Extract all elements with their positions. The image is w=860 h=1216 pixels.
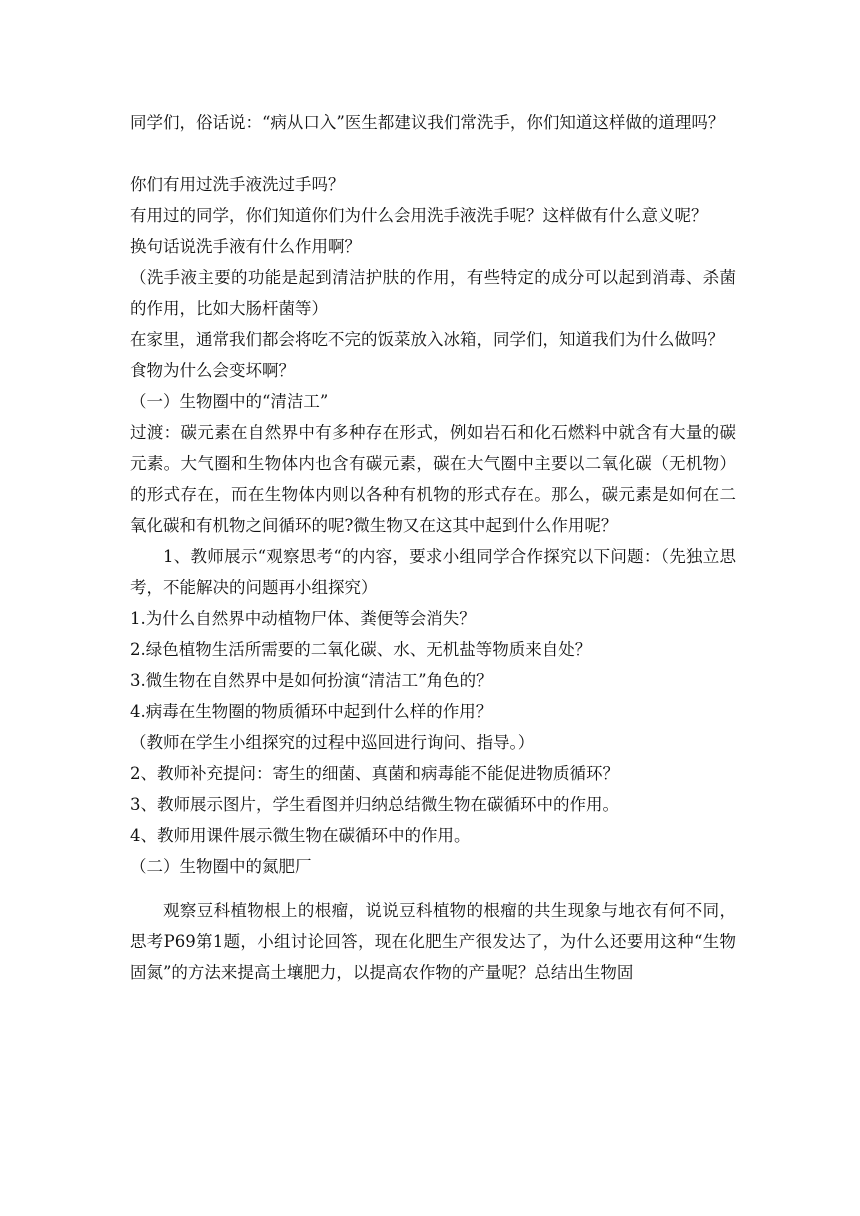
paragraph-root-nodules: 观察豆科植物根上的根瘤，说说豆科植物的根瘤的共生现象与地衣有何不同，思考P69第1题，小组讨论回答，现在化肥生产很发达了，为什么还要用这种“生物固氮”的方法来提高土壤肥力，以提高农作物的产量呢？总结出生物固 — [130, 901, 736, 982]
paragraph-sanitizer-meaning: 有用过的同学，你们知道你们为什么会用洗手液洗手呢？这样做有什么意义呢？ — [130, 206, 708, 225]
paragraph-hand-sanitizer-question: 你们有用过洗手液洗过手吗？ — [130, 175, 345, 194]
list-item-question-4: 4.病毒在生物圈的物质循环中起到什么样的作用？ — [130, 702, 493, 721]
paragraph-teacher-images: 3、教师展示图片，学生看图并归纳总结微生物在碳循环中的作用。 — [130, 795, 619, 814]
paragraph-teacher-display: 1、教师展示“观察思考“的内容，要求小组同学合作探究以下问题：（先独立思考，不能解决的问题再小组探究） — [130, 547, 736, 597]
paragraph-sanitizer-answer: （洗手液主要的功能是起到清洁护肤的作用，有些特定的成分可以起到消毒、杀菌的作用，比如大肠杆菌等） — [130, 268, 736, 318]
paragraph-carbon-transition: 过渡：碳元素在自然界中有多种存在形式，例如岩石和化石燃料中就含有大量的碳元素。大气圈和生物体内也含有碳元素，碳在大气圈中主要以二氧化碳（无机物）的形式存在，而在生物体内则以各种有机物的形式存在。那么，碳元素是如何在二氧化碳和有机物之间循环的呢?微生物又在这其中起到什么作用呢？ — [130, 423, 736, 535]
list-item-question-3: 3.微生物在自然界中是如何扮演“清洁工”角色的？ — [130, 671, 493, 690]
paragraph-food-spoil-question: 食物为什么会变坏啊？ — [130, 361, 295, 380]
paragraph-teacher-courseware: 4、教师用课件展示微生物在碳循环中的作用。 — [130, 826, 471, 845]
section-heading-cleaner: （一）生物圈中的“清洁工” — [130, 392, 329, 411]
paragraph-fridge-question: 在家里，通常我们都会将吃不完的饭菜放入冰箱，同学们，知道我们为什么做吗？ — [130, 330, 724, 349]
paragraph-sanitizer-function: 换句话说洗手液有什么作用啊？ — [130, 237, 361, 256]
document-body — [130, 107, 736, 988]
paragraph-intro-question: 同学们，俗话说：“病从口入”医生都建议我们常洗手，你们知道这样做的道理吗？ — [130, 113, 725, 132]
paragraph-teacher-guidance: （教师在学生小组探究的过程中巡回进行询问、指导。） — [130, 733, 535, 752]
list-item-question-1: 1.为什么自然界中动植物尸体、粪便等会消失？ — [130, 609, 476, 628]
paragraph-teacher-followup: 2、教师补充提问：寄生的细菌、真菌和病毒能不能促进物质循环？ — [130, 764, 619, 783]
list-item-question-2: 2.绿色植物生活所需要的二氧化碳、水、无机盐等物质来自处？ — [130, 640, 592, 659]
section-heading-nitrogen: （二）生物圈中的氮肥厂 — [130, 857, 312, 876]
